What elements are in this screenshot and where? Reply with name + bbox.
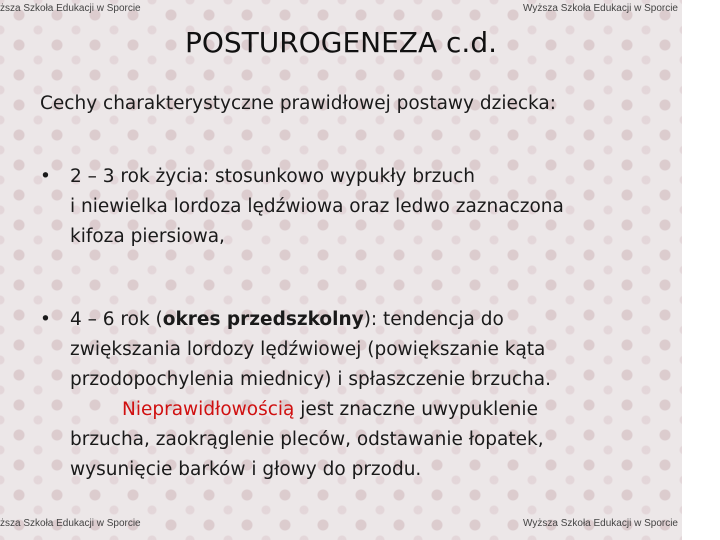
bullet-2-line-4-rest: jest znaczne uwypuklenie (294, 399, 538, 420)
bullet-1-line-3: kifoza piersiowa, (70, 226, 225, 247)
footer-banner (0, 518, 682, 534)
header-banner (0, 3, 682, 19)
bullet-2-line-2: zwiększania lordozy lędźwiowej (powiększanie kąta (70, 339, 546, 360)
bullet-2-pre: 4 – 6 rok ( (70, 309, 163, 330)
slide-subtitle: Cechy charakterystyczne prawidłowej postawy dziecka: (40, 93, 556, 114)
preschool-period-bold: okres przedszkolny (162, 309, 364, 330)
bullet-2-line-4 (70, 395, 670, 425)
bullet-2-post: ): tendencja do (363, 309, 504, 330)
slide-title: POSTUROGENEZA c.d. (184, 26, 498, 59)
bullet-1-line-1: 2 – 3 rok życia: stosunkowo wypukły brzuch (70, 166, 475, 187)
banner-text-left: ższa Szkoła Edukacji w Sporcie (0, 3, 141, 14)
abnormality-highlight: Nieprawidłowością (122, 399, 295, 420)
right-margin (682, 0, 720, 540)
bullet-dot: • (40, 309, 51, 330)
bullet-2-line-5: brzucha, zaokrąglenie pleców, odstawanie łopatek, (70, 429, 544, 450)
bullet-2-line-6: wysunięcie barków i głowy do przodu. (70, 459, 422, 480)
footer-text-left: ższa Szkoła Edukacji w Sporcie (0, 518, 141, 529)
bullet-2-line-3: przodopochylenia miednicy) i spłaszczenie brzucha. (70, 369, 551, 390)
bullet-1-line-2: i niewielka lordoza lędźwiowa oraz ledwo zaznaczona (70, 196, 564, 217)
bullet-2-line-1 (70, 305, 670, 335)
footer-text-right: Wyższa Szkoła Edukacji w Sporcie (523, 518, 678, 529)
banner-text-right: Wyższa Szkoła Edukacji w Sporcie (523, 3, 678, 14)
bullet-dot: • (40, 166, 51, 187)
